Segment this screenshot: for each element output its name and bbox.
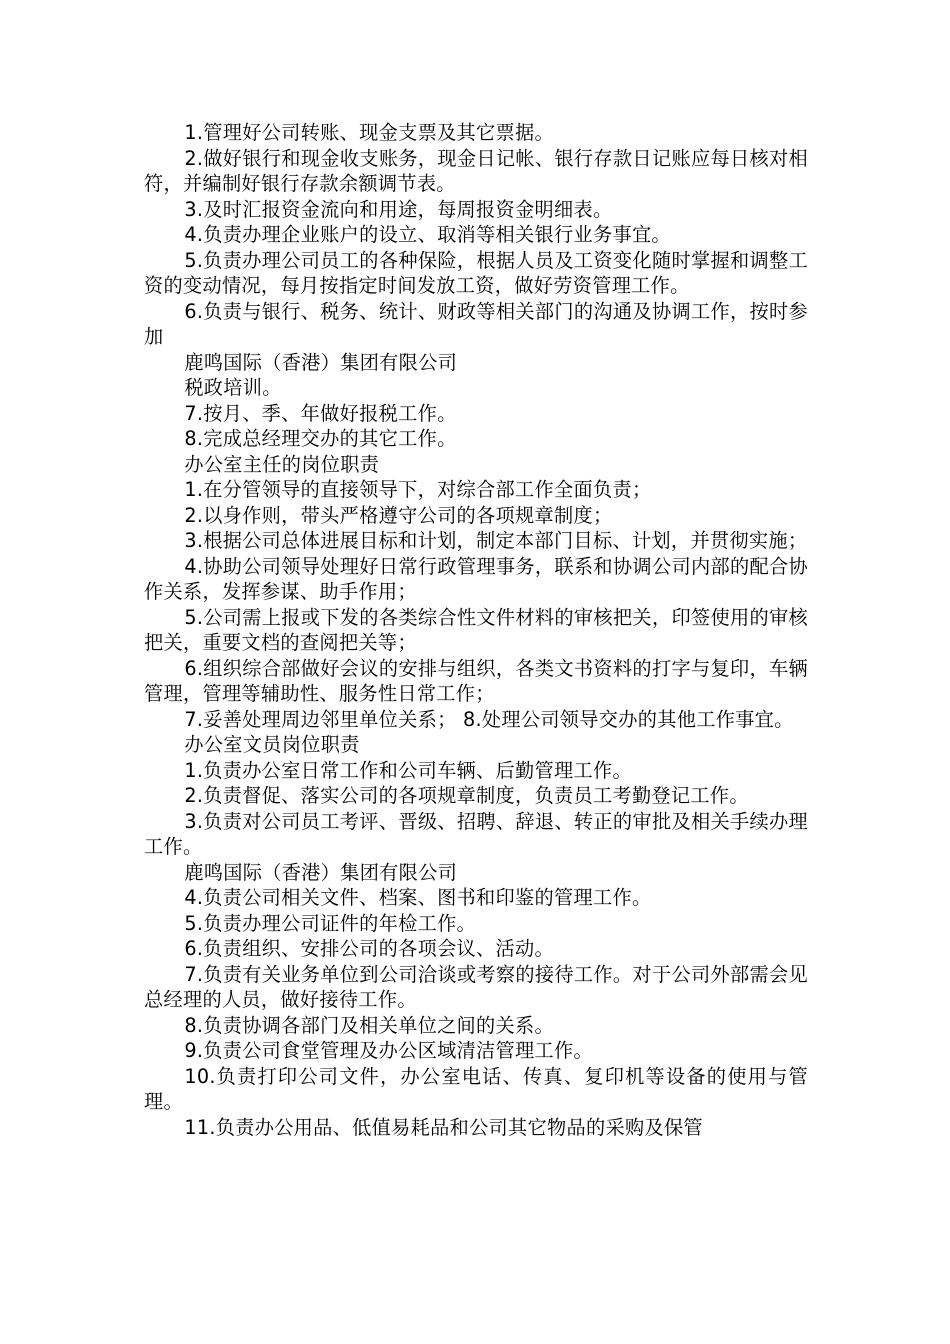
paragraph: 6.组织综合部做好会议的安排与组织，各类文书资料的打字与复印，车辆管理，管理等辅助性、服务性日常工作； — [144, 656, 808, 705]
paragraph: 税政培训。 — [184, 376, 282, 399]
paragraph: 2.负责督促、落实公司的各项规章制度，负责员工考勤登记工作。 — [184, 784, 749, 807]
section-heading: 办公室主任的岗位职责 — [184, 452, 380, 476]
document-page — [144, 120, 808, 1140]
paragraph: 11.负责办公用品、低值易耗品和公司其它物品的采购及保管 — [184, 1115, 703, 1139]
paragraph: 9.负责公司食堂管理及办公区域清洁管理工作。 — [184, 1039, 593, 1062]
paragraph: 4.协助公司领导处理好日常行政管理事务，联系和协调公司内部的配合协作关系，发挥参谋、助手作用； — [144, 554, 808, 603]
section-heading: 办公室文员岗位职责 — [184, 733, 360, 756]
paragraph: 4.负责办理企业账户的设立、取消等相关银行业务事宜。 — [184, 223, 671, 246]
paragraph: 1.管理好公司转账、现金支票及其它票据。 — [184, 121, 554, 144]
paragraph: 2.以身作则，带头严格遵守公司的各项规章制度； — [184, 503, 613, 527]
paragraph: 10.负责打印公司文件，办公室电话、传真、复印机等设备的使用与管理。 — [144, 1064, 808, 1113]
paragraph: 3.负责对公司员工考评、晋级、招聘、辞退、转正的审批及相关手续办理工作。 — [144, 809, 808, 858]
company-name-line: 鹿鸣国际（香港）集团有限公司 — [184, 350, 458, 374]
company-name-line: 鹿鸣国际（香港）集团有限公司 — [184, 860, 458, 884]
paragraph: 6.负责与银行、税务、统计、财政等相关部门的沟通及协调工作，按时参加 — [144, 299, 808, 348]
paragraph: 4.负责公司相关文件、档案、图书和印鉴的管理工作。 — [184, 886, 652, 909]
paragraph: 5.负责办理公司员工的各种保险，根据人员及工资变化随时掌握和调整工资的变动情况，每月按指定时间发放工资，做好劳资管理工作。 — [144, 248, 808, 297]
paragraph: 1.在分管领导的直接领导下，对综合部工作全面负责； — [184, 478, 652, 501]
paragraph: 5.公司需上报或下发的各类综合性文件材料的审核把关，印签使用的审核把关，重要文档的查阅把关等； — [144, 605, 808, 654]
paragraph: 7.妥善处理周边邻里单位关系； 8.处理公司领导交办的其他工作事宜。 — [184, 707, 794, 731]
paragraph: 5.负责办理公司证件的年检工作。 — [184, 911, 477, 935]
paragraph: 2.做好银行和现金收支账务，现金日记帐、银行存款日记账应每日核对相符，并编制好银行存款余额调节表。 — [144, 146, 808, 195]
paragraph: 7.负责有关业务单位到公司洽谈或考察的接待工作。对于公司外部需会见总经理的人员，做好接待工作。 — [144, 962, 808, 1011]
paragraph: 6.负责组织、安排公司的各项会议、活动。 — [184, 937, 554, 960]
paragraph: 8.完成总经理交办的其它工作。 — [184, 427, 457, 450]
paragraph: 8.负责协调各部门及相关单位之间的关系。 — [184, 1013, 554, 1037]
paragraph: 7.按月、季、年做好报税工作。 — [184, 401, 457, 425]
paragraph: 3.及时汇报资金流向和用途，每周报资金明细表。 — [184, 197, 613, 221]
paragraph: 1.负责办公室日常工作和公司车辆、后勤管理工作。 — [184, 758, 632, 782]
paragraph: 3.根据公司总体进展目标和计划，制定本部门目标、计划，并贯彻实施； — [184, 529, 808, 552]
